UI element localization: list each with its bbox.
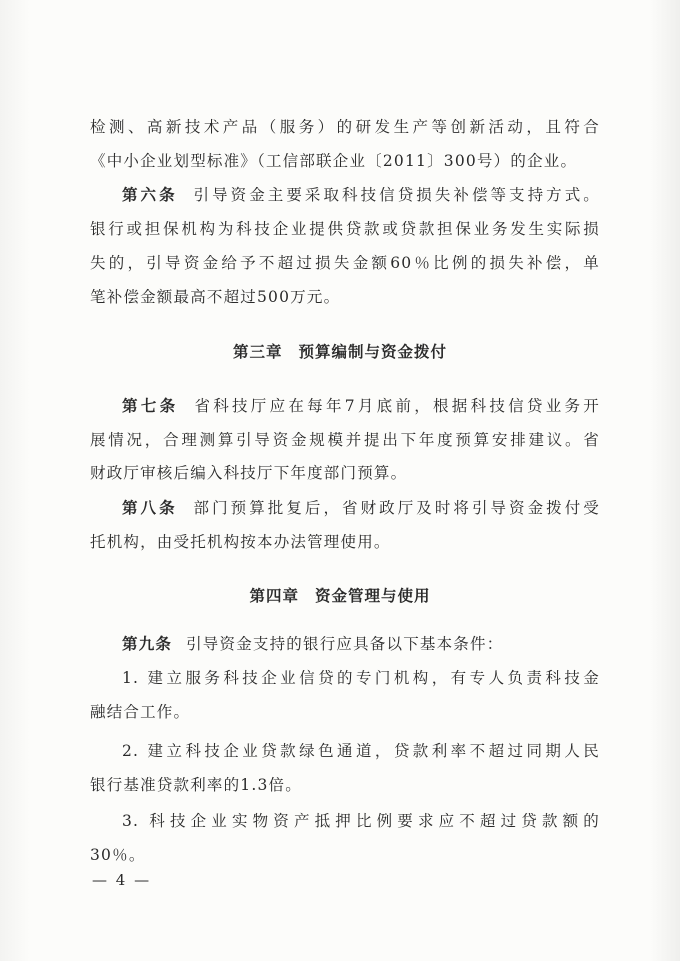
chapter-4-title: 资金管理与使用 bbox=[315, 587, 431, 605]
article-9-first-line bbox=[122, 634, 600, 654]
article-9-text: 引导资金支持的银行应具备以下基本条件： bbox=[186, 635, 504, 653]
article-8-first-line bbox=[122, 498, 600, 518]
article-8-text: 部门预算批复后，省财政厅及时将引导资金拨付受 bbox=[191, 499, 600, 517]
text-line: 展情况，合理测算引导资金规模并提出下年度预算安排建议。省 bbox=[90, 431, 600, 449]
text-line: 银行或担保机构为科技企业提供贷款或贷款担保业务发生实际损 bbox=[90, 220, 600, 238]
text-line: 笔补偿金额最高不超过500万元。 bbox=[90, 288, 341, 306]
chapter-3-heading bbox=[0, 342, 680, 362]
page-number: — 4 — bbox=[92, 871, 152, 889]
article-8-label: 第八条 bbox=[122, 499, 178, 517]
text-line: 失的，引导资金给予不超过损失金额60％比例的损失补偿，单 bbox=[90, 254, 600, 272]
item-2-first-line: 2. 建立科技企业贷款绿色通道，贷款利率不超过同期人民 bbox=[122, 742, 600, 760]
article-7-label: 第七条 bbox=[122, 397, 179, 415]
text-line: 30％。 bbox=[90, 846, 146, 864]
chapter-3-title: 预算编制与资金拨付 bbox=[298, 343, 448, 361]
item-3-first-line: 3. 科技企业实物资产抵押比例要求应不超过贷款额的 bbox=[122, 812, 600, 830]
article-6-label: 第六条 bbox=[122, 186, 178, 204]
article-7-first-line bbox=[122, 396, 600, 416]
text-line: 融结合工作。 bbox=[90, 703, 191, 721]
chapter-4-number: 第四章 bbox=[249, 587, 299, 605]
item-1-first-line: 1. 建立服务科技企业信贷的专门机构，有专人负责科技金 bbox=[122, 669, 600, 687]
text-line: 《中小企业划型标准》（工信部联企业〔2011〕300号）的企业。 bbox=[90, 152, 578, 170]
article-9-label: 第九条 bbox=[122, 635, 173, 653]
article-7-text: 省科技厅应在每年7月底前，根据科技信贷业务开 bbox=[192, 397, 600, 415]
chapter-4-heading bbox=[0, 586, 680, 606]
chapter-3-number: 第三章 bbox=[232, 343, 283, 361]
text-line: 托机构，由受托机构按本办法管理使用。 bbox=[90, 533, 391, 551]
text-line: 检测、高新技术产品（服务）的研发生产等创新活动，且符合 bbox=[90, 118, 600, 136]
article-6-text: 引导资金主要采取科技信贷损失补偿等支持方式。 bbox=[191, 186, 600, 204]
text-line: 银行基准贷款利率的1.3倍。 bbox=[90, 776, 302, 794]
article-6-first-line bbox=[122, 185, 600, 205]
text-line: 财政厅审核后编入科技厅下年度部门预算。 bbox=[90, 464, 408, 482]
